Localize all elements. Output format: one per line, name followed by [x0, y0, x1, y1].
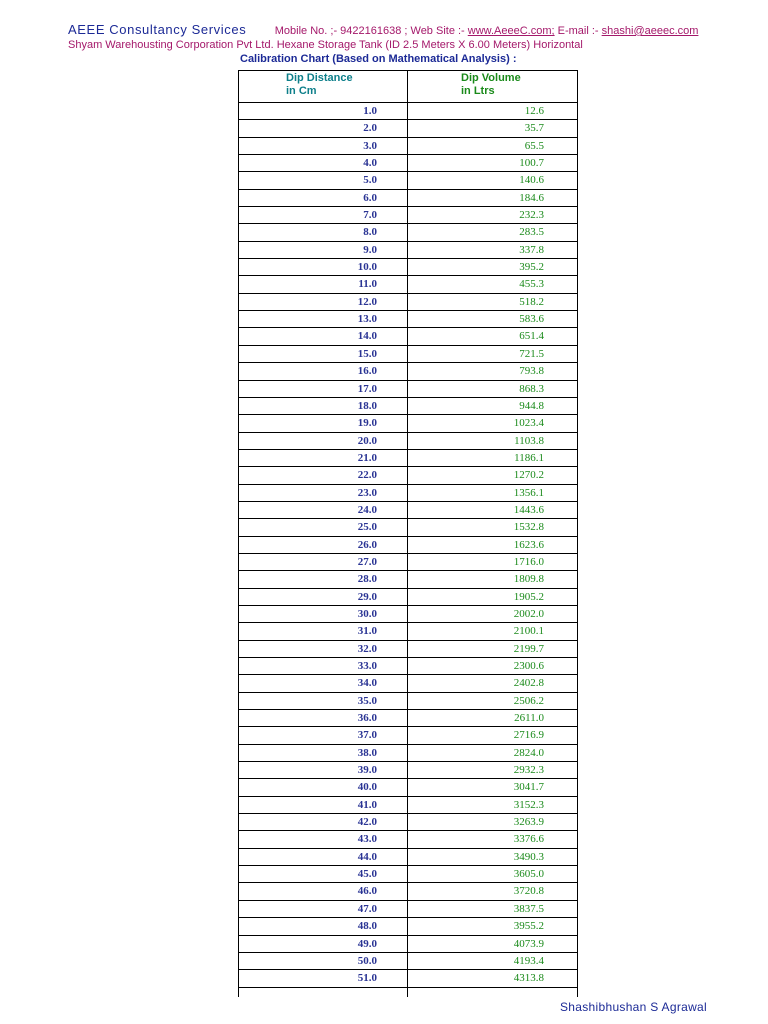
table-row	[239, 119, 577, 136]
dip-distance-cell: 49.0	[357, 937, 377, 950]
table-row	[239, 137, 577, 154]
table-row	[239, 432, 577, 449]
table-row	[239, 310, 577, 327]
table-row	[239, 917, 577, 934]
dip-volume-cell: 868.3	[519, 382, 544, 395]
dip-distance-cell: 46.0	[357, 885, 377, 898]
dip-distance-cell: 14.0	[357, 330, 377, 343]
table-row	[239, 501, 577, 518]
table-row	[239, 726, 577, 743]
dip-volume-cell: 395.2	[519, 261, 544, 274]
table-row	[239, 362, 577, 379]
dip-distance-cell: 26.0	[357, 538, 377, 551]
table-row	[239, 570, 577, 587]
dip-distance-cell: 25.0	[357, 521, 377, 534]
dip-volume-cell: 3720.8	[513, 885, 544, 898]
dip-volume-cell: 518.2	[519, 295, 544, 308]
dip-volume-cell: 1443.6	[513, 503, 544, 516]
dip-distance-cell: 37.0	[357, 729, 377, 742]
calibration-table	[238, 70, 578, 997]
dip-volume-cell: 583.6	[519, 313, 544, 326]
dip-volume-cell: 2002.0	[513, 607, 544, 620]
dip-distance-cell: 48.0	[357, 920, 377, 933]
dip-distance-cell: 44.0	[357, 850, 377, 863]
dip-distance-cell: 30.0	[357, 607, 377, 620]
dip-distance-cell: 51.0	[357, 972, 377, 985]
dip-distance-cell: 24.0	[357, 503, 377, 516]
dip-volume-cell: 100.7	[519, 157, 544, 170]
company-name: AEEE Consultancy Services	[68, 22, 247, 37]
table-row	[239, 171, 577, 188]
table-row	[239, 588, 577, 605]
dip-volume-cell: 4193.4	[513, 954, 544, 967]
table-row	[239, 674, 577, 691]
table-row	[239, 622, 577, 639]
dip-volume-cell: 283.5	[519, 226, 544, 239]
column-header-unit: in Cm	[286, 85, 317, 97]
dip-distance-cell: 15.0	[357, 347, 377, 360]
column-header-unit: in Ltrs	[461, 85, 495, 97]
dip-distance-cell: 45.0	[357, 868, 377, 881]
table-row	[239, 744, 577, 761]
dip-volume-cell: 2824.0	[513, 746, 544, 759]
website-link[interactable]: www.AeeeC.com;	[467, 25, 555, 37]
dip-distance-cell: 2.0	[363, 122, 377, 135]
mobile-text: Mobile No. ;- 9422161638 ; Web Site :-	[274, 25, 468, 37]
dip-volume-cell: 721.5	[519, 347, 544, 360]
table-row	[239, 813, 577, 830]
table-row	[239, 414, 577, 431]
header-line	[68, 21, 698, 39]
table-row	[239, 275, 577, 292]
column-header-text: Dip Distance	[286, 72, 353, 84]
table-row	[239, 657, 577, 674]
dip-distance-cell: 20.0	[357, 434, 377, 447]
table-row	[239, 935, 577, 952]
dip-distance-cell: 36.0	[357, 712, 377, 725]
dip-distance-cell: 16.0	[357, 365, 377, 378]
dip-volume-cell: 2402.8	[513, 677, 544, 690]
table-row	[239, 605, 577, 622]
dip-distance-cell: 13.0	[357, 313, 377, 326]
dip-volume-cell: 2199.7	[513, 642, 544, 655]
dip-distance-cell: 10.0	[357, 261, 377, 274]
dip-volume-cell: 944.8	[519, 399, 544, 412]
dip-distance-cell: 31.0	[357, 625, 377, 638]
table-row	[239, 536, 577, 553]
column-header-dip-distance	[286, 71, 353, 104]
dip-volume-cell: 1103.8	[514, 434, 544, 447]
dip-volume-cell: 337.8	[519, 243, 544, 256]
column-header-dip-volume	[461, 71, 521, 104]
dip-volume-cell: 455.3	[519, 278, 544, 291]
dip-volume-cell: 3152.3	[513, 798, 544, 811]
table-row	[239, 882, 577, 899]
table-body	[239, 102, 577, 999]
dip-distance-cell: 34.0	[357, 677, 377, 690]
dip-volume-cell: 3605.0	[513, 868, 544, 881]
dip-volume-cell: 232.3	[519, 209, 544, 222]
dip-distance-cell: 21.0	[357, 451, 377, 464]
dip-volume-cell: 140.6	[519, 174, 544, 187]
dip-volume-cell: 3837.5	[513, 902, 544, 915]
dip-volume-cell: 793.8	[519, 365, 544, 378]
table-row	[239, 189, 577, 206]
dip-volume-cell: 1270.2	[513, 469, 544, 482]
table-row	[239, 848, 577, 865]
dip-volume-cell: 2716.9	[513, 729, 544, 742]
table-row	[239, 206, 577, 223]
dip-distance-cell: 17.0	[357, 382, 377, 395]
dip-distance-cell: 47.0	[357, 902, 377, 915]
table-row	[239, 484, 577, 501]
signature: Shashibhushan S Agrawal	[560, 1000, 707, 1014]
dip-volume-cell: 184.6	[519, 191, 544, 204]
dip-distance-cell: 3.0	[363, 139, 377, 152]
dip-volume-cell: 2300.6	[513, 660, 544, 672]
table-row	[239, 102, 577, 119]
dip-distance-cell: 43.0	[357, 833, 377, 846]
dip-distance-cell: 1.0	[363, 105, 377, 117]
table-row	[239, 553, 577, 570]
dip-volume-cell: 651.4	[519, 330, 544, 343]
dip-volume-cell: 3955.2	[513, 920, 544, 933]
dip-distance-cell: 39.0	[357, 764, 377, 777]
table-row	[239, 640, 577, 657]
dip-distance-cell: 41.0	[357, 798, 377, 811]
dip-volume-cell: 1532.8	[513, 521, 544, 534]
dip-volume-cell: 2611.0	[514, 712, 544, 725]
table-row	[239, 449, 577, 466]
dip-distance-cell: 23.0	[357, 486, 377, 499]
dip-distance-cell: 42.0	[357, 816, 377, 829]
dip-distance-cell: 5.0	[363, 174, 377, 187]
table-row	[239, 223, 577, 240]
table-row	[239, 293, 577, 310]
dip-volume-cell: 12.6	[524, 105, 544, 117]
dip-distance-cell: 38.0	[357, 746, 377, 759]
dip-distance-cell: 28.0	[357, 573, 377, 586]
table-row	[239, 345, 577, 362]
dip-distance-cell: 6.0	[363, 191, 377, 204]
table-row	[239, 518, 577, 535]
dip-distance-cell: 27.0	[357, 555, 377, 568]
dip-volume-cell: 3490.3	[513, 850, 544, 863]
dip-distance-cell: 22.0	[357, 469, 377, 482]
table-row	[239, 969, 577, 986]
table-row	[239, 380, 577, 397]
dip-volume-cell: 2932.3	[513, 764, 544, 777]
table-row	[239, 796, 577, 813]
dip-volume-cell: 1186.1	[514, 451, 544, 464]
dip-volume-cell: 1023.4	[513, 417, 544, 430]
email-link[interactable]: shashi@aeeec.com	[601, 25, 699, 37]
dip-distance-cell: 19.0	[357, 417, 377, 430]
dip-volume-cell: 1623.6	[513, 538, 544, 551]
table-row	[239, 327, 577, 344]
table-row	[239, 830, 577, 847]
email-label: E-mail :-	[554, 25, 602, 37]
dip-distance-cell: 35.0	[357, 694, 377, 707]
dip-volume-cell: 2506.2	[513, 694, 544, 707]
dip-distance-cell: 29.0	[357, 590, 377, 603]
dip-distance-cell: 32.0	[357, 642, 377, 655]
table-row	[239, 258, 577, 275]
dip-distance-cell: 33.0	[357, 660, 377, 672]
table-row	[239, 241, 577, 258]
dip-volume-cell: 4313.8	[513, 972, 544, 985]
dip-distance-cell: 8.0	[363, 226, 377, 239]
table-row	[239, 761, 577, 778]
chart-title: Calibration Chart (Based on Mathematical Analysis) :	[240, 53, 517, 65]
table-row	[239, 778, 577, 795]
table-row	[239, 865, 577, 882]
dip-distance-cell: 18.0	[357, 399, 377, 412]
dip-distance-cell: 50.0	[357, 954, 377, 967]
dip-volume-cell: 3376.6	[513, 833, 544, 846]
dip-distance-cell: 12.0	[357, 295, 377, 308]
table-row	[239, 692, 577, 709]
dip-distance-cell: 7.0	[363, 209, 377, 222]
dip-volume-cell: 1716.0	[513, 555, 544, 568]
dip-volume-cell: 2100.1	[513, 625, 544, 638]
table-row	[239, 154, 577, 171]
dip-volume-cell: 35.7	[524, 122, 544, 135]
column-header-text: Dip Volume	[461, 72, 521, 84]
document-subtitle: Shyam Warehousting Corporation Pvt Ltd. Hexane Storage Tank (ID 2.5 Meters X 6.00 Meters) Horizontal	[68, 39, 583, 51]
dip-volume-cell: 4073.9	[513, 937, 544, 950]
dip-volume-cell: 1356.1	[513, 486, 544, 499]
contact-info	[275, 25, 699, 37]
table-row	[239, 397, 577, 414]
dip-volume-cell: 1905.2	[513, 590, 544, 603]
dip-volume-cell: 3263.9	[513, 816, 544, 829]
table-row	[239, 709, 577, 726]
dip-volume-cell: 65.5	[524, 139, 544, 152]
table-row	[239, 952, 577, 969]
dip-distance-cell: 11.0	[358, 278, 377, 291]
dip-volume-cell: 3041.7	[513, 781, 544, 794]
dip-volume-cell: 1809.8	[513, 573, 544, 586]
dip-distance-cell: 9.0	[363, 243, 377, 256]
table-row-empty	[239, 987, 577, 999]
table-row	[239, 466, 577, 483]
table-row	[239, 900, 577, 917]
dip-distance-cell: 40.0	[357, 781, 377, 794]
dip-distance-cell: 4.0	[363, 157, 377, 170]
